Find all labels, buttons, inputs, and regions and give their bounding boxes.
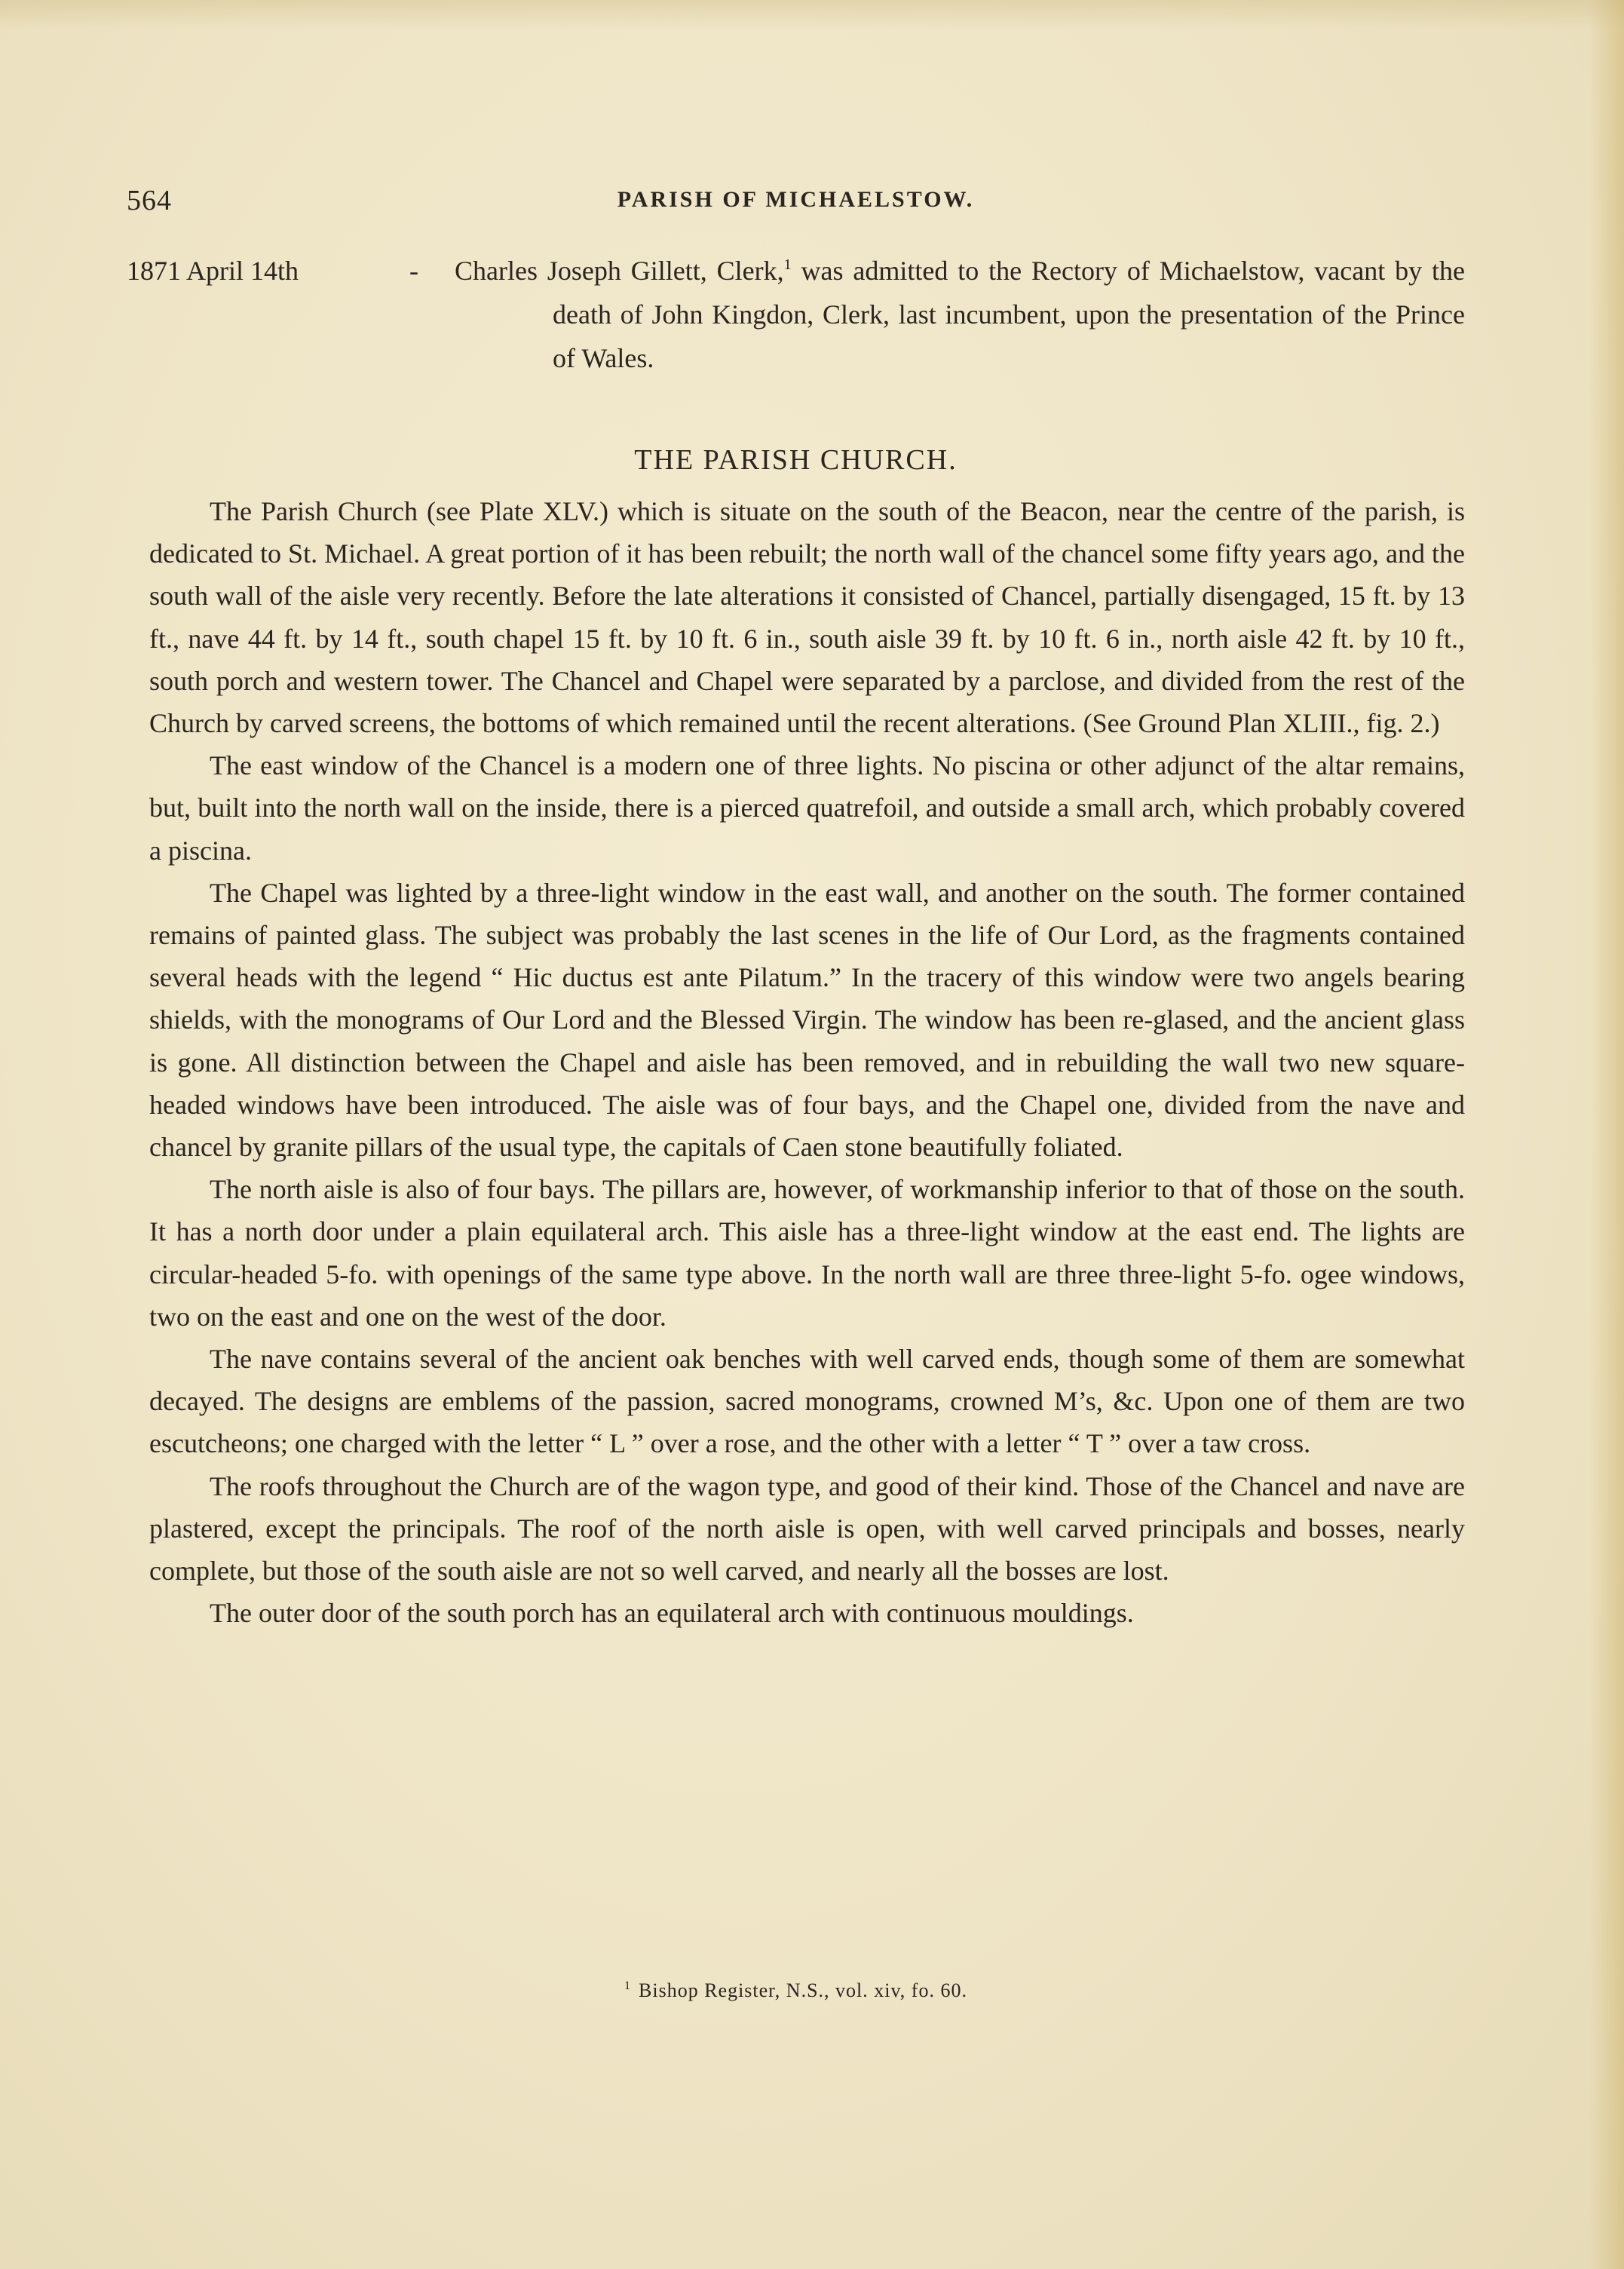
footnote-reference: 1 <box>783 256 792 273</box>
paragraph: The east window of the Chancel is a modern one of three lights. No piscina or other adjunct of the altar remains, but, built into the north wall on the inside, there is a pierced quatrefoil, and outside a small arch, which probably covered a piscina. <box>149 750 1465 866</box>
page-header <box>127 184 1465 222</box>
page-number: 564 <box>127 185 172 216</box>
paragraph: The roofs throughout the Church are of the wagon type, and good of their kind. Those of the Chancel and nave are plastered, except the principals. The roof of the north aisle is open, with well carved principals and bosses, nearly complete, but those of the south aisle are not so well carved, and nearly all the bosses are lost. <box>149 1470 1465 1587</box>
paragraph: The outer door of the south porch has an equilateral arch with continuous mouldings. <box>210 1598 1134 1629</box>
section-title: THE PARISH CHURCH. <box>634 444 958 476</box>
page-shadow-right <box>1589 0 1624 2269</box>
entry-dash: - <box>409 256 418 286</box>
entry-text-start: Charles Joseph Gillett, Clerk, <box>455 256 784 286</box>
body-text <box>149 490 1465 1634</box>
paragraph: The north aisle is also of four bays. The pillars are, however, of workmanship inferior to that of those on the south. It has a north door under a plain equilateral arch. This aisle has a three-light window at the east end. The lights are circular-headed 5-fo. with openings of the same type above. In the north wall are three three-light 5-fo. ogee windows, two on the east and one on the west of the door. <box>149 1174 1465 1332</box>
paragraph: The Parish Church (see Plate XLV.) which is situate on the south of the Beacon, near the centre of the parish, is dedicated to St. Michael. A great portion of it has been rebuilt; the north wall of the chancel some fifty years ago, and the south wall of the aisle very recently. Before the late alterations it consisted of Chancel, partially disengaged, 15 ft. by 13 ft., nave 44 ft. by 14 ft., south chapel 15 ft. by 10 ft. 6 in., south aisle 39 ft. by 10 ft. 6 in., north aisle 42 ft. by 10 ft., south porch and western tower. The Chancel and Chapel were separated by a parclose, and divided from the rest of the Church by carved screens, the bottoms of which remained until the recent alterations. (See Ground Plan XLIII., fig. 2.) <box>149 496 1465 739</box>
page-shadow-top <box>0 0 1624 30</box>
entry-text-end: was admitted to the Rectory of Michaelstow, vacant by the death of John Kingdon, Clerk, last incumbent, upon the presentation of the Prince of Wales. <box>553 256 1465 373</box>
running-head: PARISH OF MICHAELSTOW. <box>617 187 975 212</box>
register-entry <box>127 249 1465 385</box>
footnote-text: Bishop Register, N.S., vol. xiv, fo. 60. <box>639 1979 967 2001</box>
paragraph: The Chapel was lighted by a three-light window in the east wall, and another on the south. The former contained remains of painted glass. The subject was probably the last scenes in the life of Our Lord, as the fragments contained several heads with the legend “ Hic ductus est ante Pilatum.” In the tracery of this window were two angels bearing shields, with the monograms of Our Lord and the Blessed Virgin. The window has been re-glased, and the ancient glass is gone. All distinction between the Chapel and aisle has been removed, and in rebuilding the wall two new square-headed windows have been introduced. The aisle was of four bays, and the Chapel one, divided from the nave and chancel by granite pillars of the usual type, the capitals of Caen stone beautifully foliated. <box>149 877 1465 1163</box>
entry-text <box>455 249 1465 380</box>
paragraph: The nave contains several of the ancient oak benches with well carved ends, though some of them are somewhat decayed. The designs are emblems of the passion, sacred monograms, crowned M’s, &c. Upon one of them are two escutcheons; one charged with the letter “ L ” over a rose, and the other with a letter “ T ” over a taw cross. <box>149 1344 1465 1459</box>
footnote <box>127 1979 1465 2002</box>
footnote-mark: 1 <box>624 1979 632 1992</box>
entry-date: 1871 April 14th <box>127 256 299 286</box>
